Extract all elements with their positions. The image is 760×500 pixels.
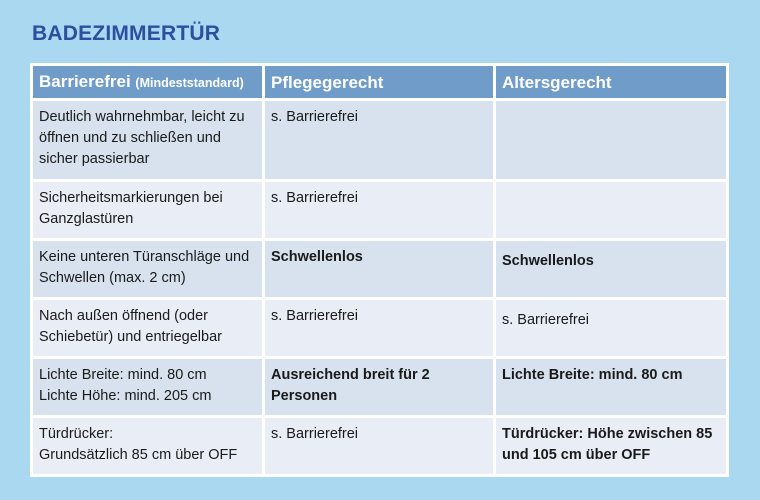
cell-barrierefrei: Türdrücker: Grundsätzlich 85 cm über OFF — [33, 418, 262, 474]
cell-barrierefrei: Deutlich wahrnehmbar, leicht zu öffnen und zu schließen und sicher passierbar — [33, 101, 262, 179]
header-sublabel: (Mindeststandard) — [135, 75, 244, 90]
table-row — [33, 241, 726, 297]
table-row — [33, 182, 726, 238]
table-row — [33, 300, 726, 356]
cell-barrierefrei: Keine unteren Türanschläge und Schwellen (max. 2 cm) — [33, 241, 262, 297]
header-label: Pflegegerecht — [271, 72, 384, 92]
table-header-row — [33, 66, 726, 98]
cell-pflegegerecht: s. Barrierefrei — [265, 418, 493, 474]
cell-pflegegerecht: s. Barrierefrei — [265, 300, 493, 356]
header-label: Barrierefrei — [39, 71, 131, 91]
comparison-table — [30, 63, 729, 477]
header-label: Altersgerecht — [501, 72, 612, 92]
header-altersgerecht — [496, 66, 726, 98]
cell-altersgerecht — [496, 182, 726, 238]
cell-pflegegerecht: s. Barrierefrei — [265, 182, 493, 238]
cell-barrierefrei: Nach außen öffnend (oder Schiebetür) und entriegelbar — [33, 300, 262, 356]
cell-barrierefrei: Lichte Breite: mind. 80 cm Lichte Höhe: mind. 205 cm — [33, 359, 262, 415]
cell-altersgerecht: Lichte Breite: mind. 80 cm — [496, 359, 726, 415]
cell-pflegegerecht: Ausreichend breit für 2 Personen — [265, 359, 493, 415]
page-title: BADEZIMMERTÜR — [32, 22, 221, 45]
table-row — [33, 418, 726, 474]
table-row — [33, 101, 726, 179]
table-row — [33, 359, 726, 415]
header-pflegegerecht — [265, 66, 493, 98]
cell-altersgerecht: Schwellenlos — [496, 241, 726, 297]
cell-altersgerecht — [496, 101, 726, 179]
cell-pflegegerecht: Schwellenlos — [265, 241, 493, 297]
header-barrierefrei — [33, 66, 262, 98]
cell-pflegegerecht: s. Barrierefrei — [265, 101, 493, 179]
cell-barrierefrei: Sicherheitsmarkierungen bei Ganzglastüren — [33, 182, 262, 238]
cell-altersgerecht: Türdrücker: Höhe zwischen 85 und 105 cm über OFF — [496, 418, 726, 474]
cell-altersgerecht: s. Barrierefrei — [496, 300, 726, 356]
